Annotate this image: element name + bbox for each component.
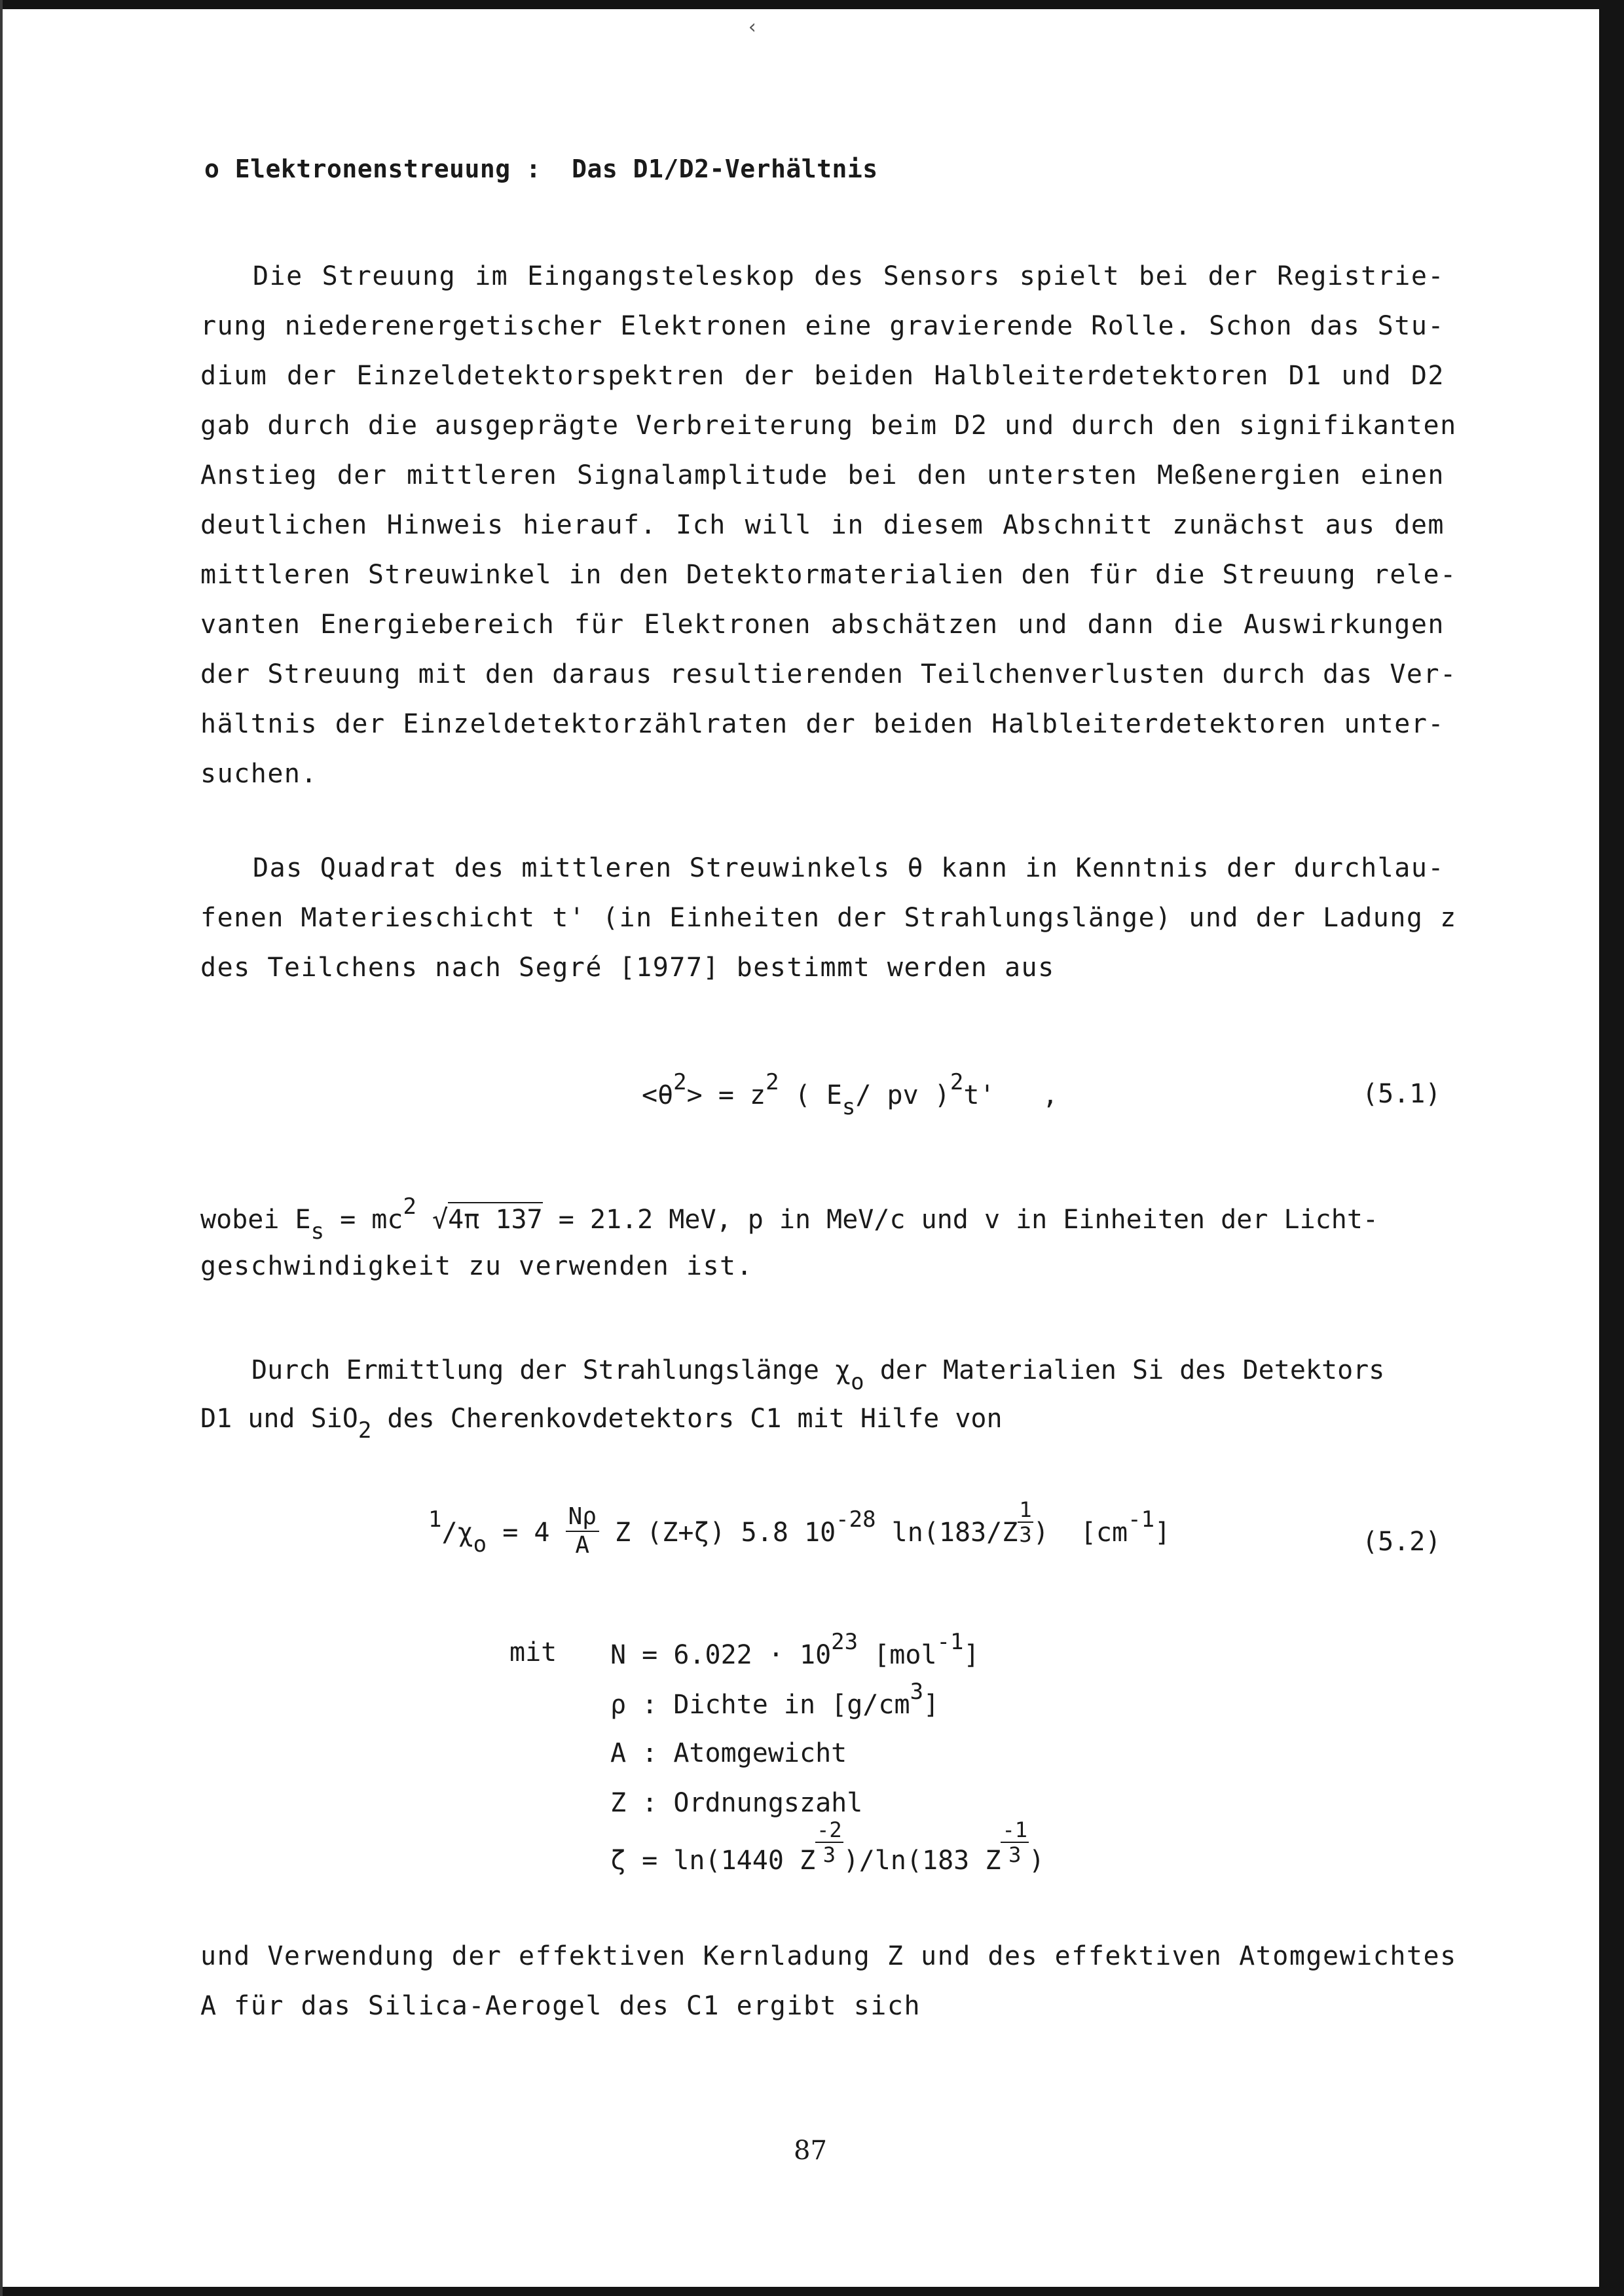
eq-sup: -28 bbox=[836, 1506, 876, 1533]
eq-text: [mol bbox=[858, 1640, 937, 1670]
eq-text: wobei E bbox=[200, 1205, 311, 1235]
eq-text: ζ = ln(1440 Z bbox=[610, 1846, 816, 1876]
fraction-denominator: 3 bbox=[1008, 1842, 1022, 1867]
heading-text: Elektronenstreuung : Das D1/D2-Verhältnis bbox=[234, 155, 878, 183]
text-line: der Streuung mit den daraus resultierenden Teilchenverlusten durch das Ver- bbox=[200, 659, 1457, 689]
eq-text: ρ : Dichte in [g/cm bbox=[610, 1690, 910, 1720]
text-line: suchen. bbox=[200, 759, 318, 789]
eq-text: ] bbox=[963, 1640, 980, 1670]
eq-text: ] bbox=[923, 1690, 940, 1720]
text-line: A für das Silica-Aerogel des C1 ergibt sich bbox=[200, 1991, 921, 2021]
fraction-minus-two-thirds bbox=[815, 1818, 843, 1867]
fraction-n-rho-over-a bbox=[566, 1503, 599, 1559]
eq-text: ) bbox=[1033, 1518, 1049, 1548]
eq-text: = 21.2 MeV, p in MeV/c und v in Einheiten der Licht- bbox=[542, 1205, 1378, 1235]
text-line: Die Streuung im Eingangsteleskop des Sensors spielt bei der Registrie- bbox=[253, 261, 1445, 291]
scan-border-bottom bbox=[0, 2287, 1624, 2296]
eq-text: t' , bbox=[963, 1080, 1058, 1110]
eq-sup: 3 bbox=[910, 1679, 924, 1705]
eq-text: der Materialien Si des Detektors bbox=[864, 1355, 1385, 1385]
eq-sub: s bbox=[841, 1094, 856, 1120]
fraction-numerator: -2 bbox=[817, 1817, 842, 1842]
text-line: fenen Materieschicht t' (in Einheiten der Strahlungslänge) und der Ladung z bbox=[200, 903, 1457, 933]
equation-5-2 bbox=[428, 1497, 1171, 1562]
definition-a: A : Atomgewicht bbox=[610, 1738, 847, 1768]
text-line: mittleren Streuwinkel in den Detektormaterialien den für die Streuung rele- bbox=[200, 560, 1457, 590]
eq-sup: 2 bbox=[950, 1069, 964, 1095]
wobei-continuation bbox=[200, 1241, 1445, 1291]
page-number: 87 bbox=[794, 2136, 827, 2166]
fraction-numerator: Nρ bbox=[566, 1503, 599, 1532]
text-line: gab durch die ausgeprägte Verbreiterung beim D2 und durch den signifikanten bbox=[200, 410, 1457, 441]
eq-sup: 2 bbox=[766, 1069, 779, 1095]
fraction-numerator: -1 bbox=[1002, 1817, 1027, 1842]
eq-sup: 2 bbox=[403, 1194, 416, 1220]
heading-bullet: o bbox=[204, 155, 220, 183]
eq-text: = 4 bbox=[487, 1518, 566, 1548]
text-line: hältnis der Einzeldetektorzählraten der beiden Halbleiterdetektoren unter- bbox=[200, 709, 1445, 739]
eq-sup: 2 bbox=[673, 1069, 687, 1095]
text-line: geschwindigkeit zu verwenden ist. bbox=[200, 1251, 754, 1281]
eq-sup: 23 bbox=[831, 1629, 858, 1655]
eq-text: Durch Ermittlung der Strahlungslänge χ bbox=[251, 1355, 851, 1385]
definition-z: Z : Ordnungszahl bbox=[610, 1788, 863, 1818]
eq-text: <θ bbox=[642, 1080, 674, 1110]
scan-border-left bbox=[0, 0, 3, 2296]
eq-sub: o bbox=[851, 1369, 864, 1395]
eq-text: Z (Z+ζ) 5.8 10 bbox=[599, 1518, 836, 1548]
sqrt-term: 4π 137 bbox=[448, 1202, 543, 1235]
eq-text: / pv ) bbox=[855, 1080, 950, 1110]
eq-text: )/ln(183 Z bbox=[843, 1846, 1001, 1876]
text-line: vanten Energiebereich für Elektronen abschätzen und dann die Auswirkungen bbox=[200, 610, 1445, 640]
eq-text: ln(183/Z bbox=[876, 1518, 1018, 1548]
eq-sub: o bbox=[473, 1531, 487, 1558]
section-heading bbox=[204, 155, 878, 183]
fraction-minus-one-third bbox=[1001, 1818, 1029, 1867]
fraction-one-third bbox=[1018, 1498, 1033, 1546]
text-line: dium der Einzeldetektorspektren der beiden Halbleiterdetektoren D1 und D2 bbox=[200, 361, 1445, 391]
text-line: deutlichen Hinweis hierauf. Ich will in diesem Abschnitt zunächst aus dem bbox=[200, 510, 1445, 540]
scan-border-top bbox=[0, 0, 1624, 9]
eq-text: /χ bbox=[441, 1518, 473, 1548]
text-line: Anstieg der mittleren Signalamplitude bei den untersten Meßenergien einen bbox=[200, 460, 1445, 490]
eq-text: D1 und SiO bbox=[200, 1404, 358, 1434]
fraction-denominator: A bbox=[575, 1532, 590, 1559]
eq-text: = mc bbox=[324, 1205, 403, 1235]
definitions-mit: mit bbox=[509, 1637, 557, 1667]
eq-text: ] bbox=[1154, 1518, 1171, 1548]
eq-sub: s bbox=[310, 1218, 325, 1245]
paragraph-3-line-2 bbox=[200, 1402, 1003, 1444]
eq-text: des Cherenkovdetektors C1 mit Hilfe von bbox=[371, 1404, 1003, 1434]
eq-text: > = z bbox=[686, 1080, 766, 1110]
fraction-denominator: 3 bbox=[822, 1842, 836, 1867]
equation-5-1 bbox=[642, 1069, 1058, 1120]
paragraph-2 bbox=[200, 843, 1457, 993]
definition-rho bbox=[610, 1680, 939, 1730]
fraction-numerator: 1 bbox=[1019, 1497, 1032, 1522]
eq-text: N = 6.022 · 10 bbox=[610, 1640, 832, 1670]
eq-sup: 1 bbox=[428, 1506, 442, 1533]
text-line: rung niederenergetischer Elektronen eine gravierende Rolle. Schon das Stu- bbox=[200, 311, 1445, 341]
eq-text: ( E bbox=[794, 1080, 842, 1110]
eq-sup: -1 bbox=[1128, 1506, 1155, 1533]
text-line: und Verwendung der effektiven Kernladung Z und des effektiven Atomgewichtes bbox=[200, 1941, 1457, 1971]
definition-zeta bbox=[610, 1817, 1045, 1886]
text-line: Das Quadrat des mittleren Streuwinkels θ kann in Kenntnis der durchlau- bbox=[253, 853, 1445, 883]
fraction-denominator: 3 bbox=[1019, 1522, 1032, 1547]
eq-text: [cm bbox=[1048, 1518, 1128, 1548]
eq-sup: -1 bbox=[936, 1629, 964, 1655]
eq-text: ) bbox=[1028, 1846, 1045, 1876]
eq-sub: 2 bbox=[358, 1417, 372, 1444]
equation-number-5-2: (5.2) bbox=[1362, 1527, 1441, 1557]
paragraph-3-line-1 bbox=[251, 1354, 1385, 1395]
stray-mark: ‹ bbox=[747, 16, 759, 39]
scan-border-right bbox=[1599, 0, 1624, 2296]
paragraph-4 bbox=[200, 1931, 1457, 2031]
wobei-line: wobei $E_s = mc^2$ √4π 137 = 21.2 MeV, p in MeV/c und v in Einheiten der Licht- bbox=[200, 1194, 1378, 1245]
equation-number-5-1: (5.1) bbox=[1362, 1079, 1441, 1109]
definition-n bbox=[610, 1630, 980, 1680]
paragraph-1 bbox=[200, 251, 1457, 799]
text-line: des Teilchens nach Segré [1977] bestimmt werden aus bbox=[200, 953, 1055, 983]
